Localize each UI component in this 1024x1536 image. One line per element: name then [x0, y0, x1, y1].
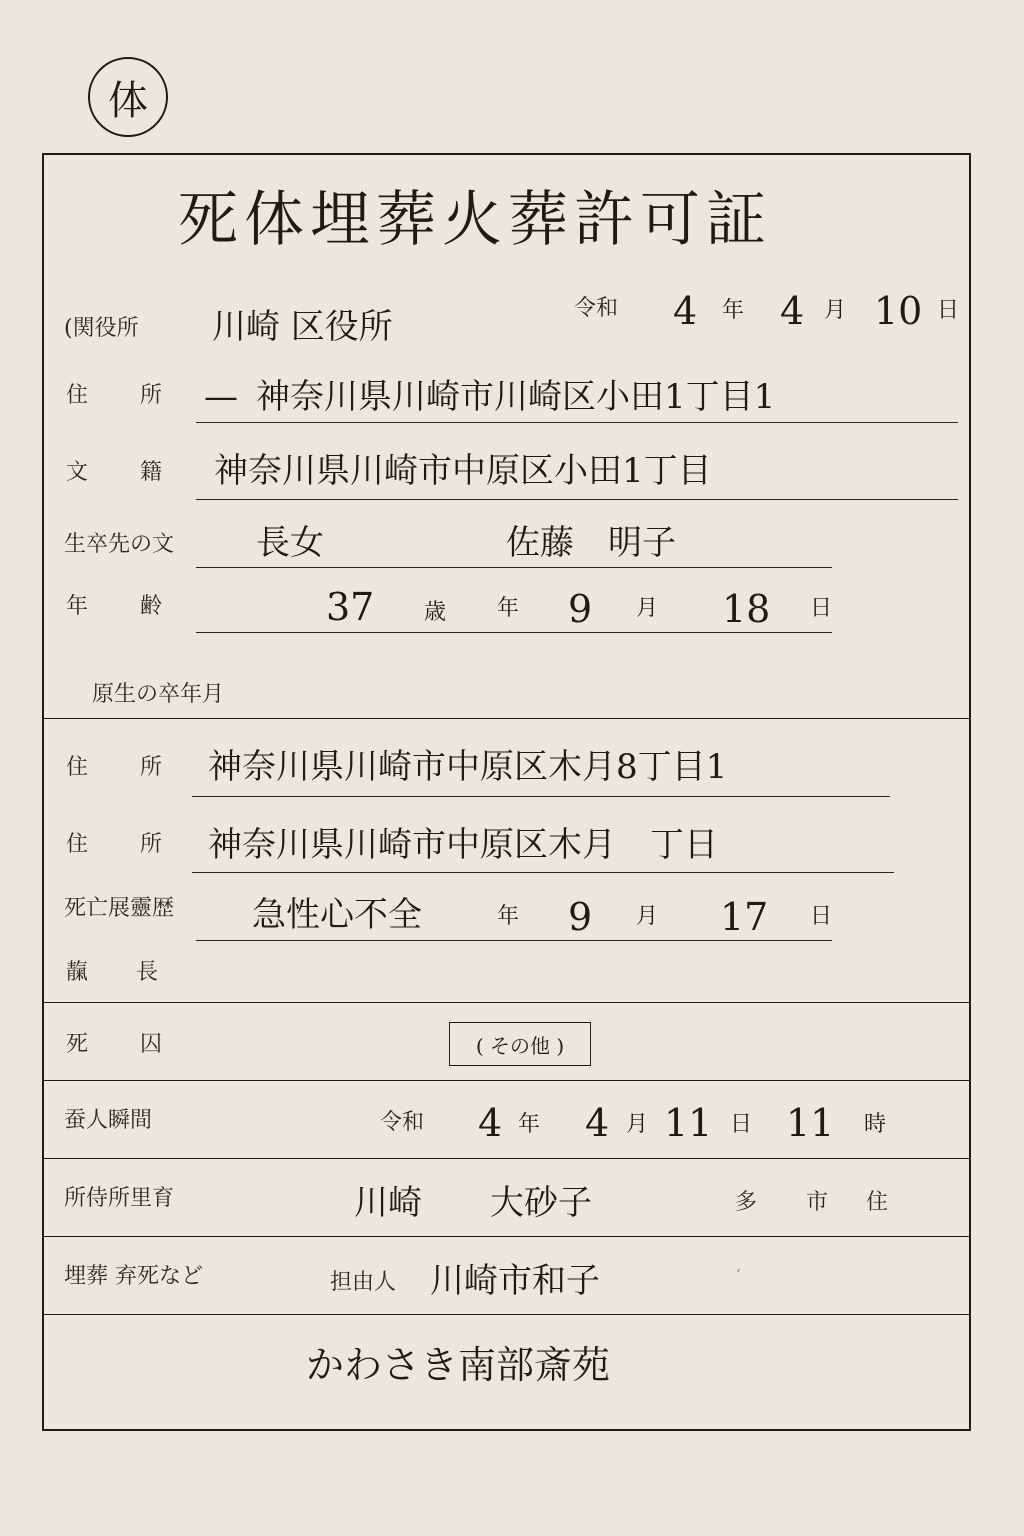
death-month-unit: 月 [636, 904, 659, 929]
death-month: 9 [568, 895, 593, 939]
datetime-year: 4 [478, 1101, 503, 1145]
age-label-a: 年 [66, 594, 89, 619]
divider [44, 1080, 971, 1081]
datetime-year-unit: 年 [518, 1112, 541, 1137]
cause-label-b: 囚 [140, 1032, 163, 1057]
tick-mark: ʻ [736, 1267, 741, 1283]
place-suffix-1: 多 [735, 1190, 758, 1215]
honseki-label-a: 文 [66, 460, 89, 485]
underline [192, 872, 894, 873]
age-day: 18 [722, 587, 771, 631]
place-value: 川崎 大砂子 [354, 1183, 592, 1223]
address3-label-a: 住 [66, 832, 89, 857]
age-month: 9 [568, 587, 593, 631]
cause-label-a: 死 [66, 1032, 89, 1057]
address3-value: 神奈川県川崎市中原区木月 丁日 [208, 825, 718, 865]
death-year-unit: 年 [497, 904, 520, 929]
divider [44, 1236, 971, 1237]
applicant-prefix: 担由人 [330, 1270, 397, 1295]
issue-day-unit: 日 [937, 298, 960, 323]
issue-day: 10 [874, 289, 923, 333]
underline [196, 499, 958, 500]
datetime-era: 令和 [380, 1110, 425, 1135]
place-label: 所侍所里育 [64, 1186, 175, 1211]
honseki-value: 神奈川県川崎市中原区小田1丁目 [214, 451, 712, 491]
footer-facility: かわさき南部斎苑 [306, 1343, 611, 1387]
death-cause-value: 急性心不全 [252, 895, 422, 935]
divider [44, 1002, 971, 1003]
certificate-frame [42, 153, 971, 1431]
underline [192, 796, 890, 797]
datetime-label: 蚕人瞬間 [64, 1108, 153, 1133]
underline [196, 567, 832, 568]
address1-label-a: 住 [66, 383, 89, 408]
datetime-hour-unit: 時 [864, 1112, 887, 1137]
death-label: 死亡展靈歴 [64, 896, 175, 921]
issue-month-unit: 月 [824, 298, 847, 323]
address2-label-b: 所 [140, 755, 163, 780]
age-unit: 歳 [424, 600, 447, 625]
datetime-month-unit: 月 [626, 1112, 649, 1137]
divider [44, 1314, 971, 1315]
place-suffix-3: 住 [866, 1190, 889, 1215]
certificate-title: 死体埋葬火葬許可証 [178, 185, 772, 255]
age-value: 37 [326, 585, 375, 629]
applicant-value: 川崎市和子 [430, 1261, 600, 1301]
address1-label-b: 所 [140, 383, 163, 408]
age-label-b: 齢 [140, 594, 163, 619]
person-name: 佐藤 明子 [506, 523, 676, 563]
underline [196, 422, 958, 423]
issue-year: 4 [673, 289, 698, 333]
issue-era: 令和 [574, 296, 619, 321]
relation-value: 長女 [256, 523, 324, 563]
applicant-label: 埋葬 弃死など [64, 1264, 203, 1289]
office-label: (関役所 [64, 316, 139, 341]
death-day-unit: 日 [810, 904, 833, 929]
cause-category-box: ( その他 ) [449, 1022, 591, 1066]
birth-note: 原生の卒年月 [92, 682, 225, 707]
divider [44, 1158, 971, 1159]
address2-value: 神奈川県川崎市中原区木月8丁目1 [208, 747, 728, 787]
divider [44, 718, 971, 719]
underline [196, 632, 832, 633]
extra-label-b: 長 [136, 960, 159, 985]
address3-label-b: 所 [140, 832, 163, 857]
name-label: 生卒先の文 [64, 532, 175, 557]
address2-label-a: 住 [66, 755, 89, 780]
place-suffix-2: 市 [806, 1190, 829, 1215]
age-month-unit: 月 [636, 596, 659, 621]
age-day-unit: 日 [810, 596, 833, 621]
issue-month: 4 [780, 289, 805, 333]
extra-label-a: 靝 [66, 960, 89, 985]
issue-year-unit: 年 [722, 298, 745, 323]
address1-dash: — [204, 377, 238, 417]
honseki-label-b: 籍 [140, 460, 163, 485]
datetime-day: 11 [664, 1101, 713, 1145]
stamp-mark: 体 [88, 57, 168, 137]
address1-value: 神奈川県川崎市川崎区小田1丁目1 [256, 377, 776, 417]
datetime-day-unit: 日 [730, 1112, 753, 1137]
datetime-month: 4 [585, 1101, 610, 1145]
underline [196, 940, 832, 941]
age-year-unit: 年 [497, 596, 520, 621]
office-value: 川崎 区役所 [212, 307, 393, 347]
datetime-hour: 11 [786, 1101, 835, 1145]
death-day: 17 [720, 895, 769, 939]
